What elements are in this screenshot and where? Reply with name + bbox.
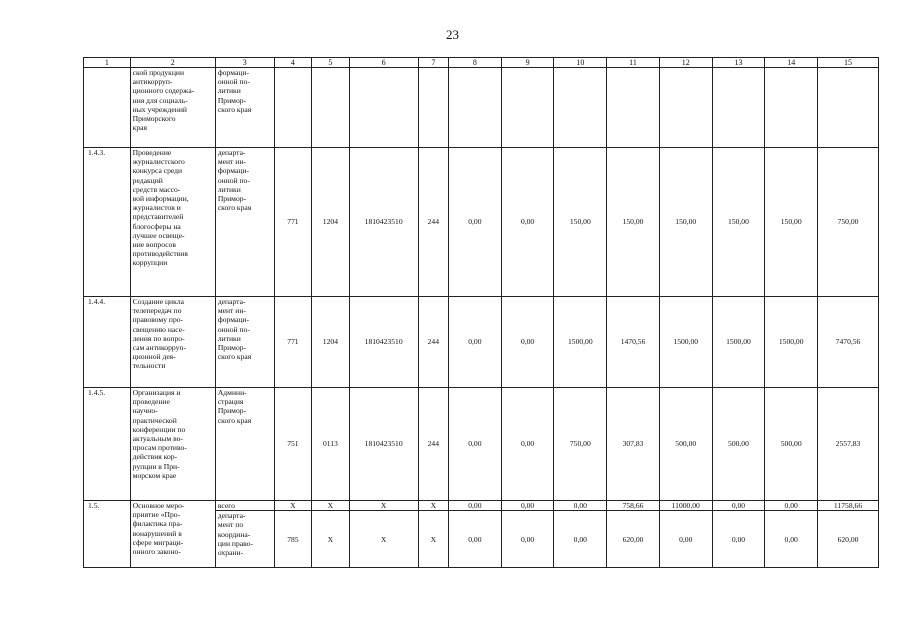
value-cell [501,68,554,148]
value-cell: 758,66 [607,501,660,511]
csr-code [349,68,418,148]
column-number: 7 [418,58,448,68]
value-cell: 0,00 [449,388,502,501]
row-id: 1.4.4. [84,297,131,388]
value-cell: 1500,00 [712,297,765,388]
column-number: 3 [215,58,274,68]
value-cell: 0,00 [501,148,554,297]
table-row [84,297,879,388]
value-cell: 0,00 [765,511,818,568]
grbs-code: 751 [274,388,312,501]
value-cell: 1500,00 [554,297,607,388]
column-number: 2 [130,58,215,68]
value-cell: 0,00 [712,511,765,568]
total-cell: 620,00 [818,511,879,568]
csr-code: 1810423510 [349,388,418,501]
column-number: 12 [659,58,712,68]
event-name: ской продукции антикорруп- ционного содержа- ния для социаль- ных учреждений Приморского края [132,68,195,133]
value-cell: 11000,00 [659,501,712,511]
vr-code: 244 [418,297,448,388]
value-cell: 150,00 [607,148,660,297]
value-cell: 0,00 [712,501,765,511]
csr-code: X [349,511,418,568]
column-number: 9 [501,58,554,68]
rz-code: X [312,511,350,568]
column-number: 1 [84,58,131,68]
executor: департа- мент ин- формаци- онной по- литики Примор- ского края [217,148,252,213]
grbs-code: 771 [274,148,312,297]
csr-code: 1810423510 [349,148,418,297]
value-cell: 0,00 [501,511,554,568]
value-cell: 0,00 [765,501,818,511]
column-number: 10 [554,58,607,68]
column-number: 15 [818,58,879,68]
value-cell: 500,00 [712,388,765,501]
value-cell: 500,00 [765,388,818,501]
executor: Админи- страция Примор- ского края [217,388,252,425]
value-cell: 0,00 [449,148,502,297]
csr-code: 1810423510 [349,297,418,388]
event-name: Организация и проведение научно- практической конференции по актуальным во- просам противо- действия кор- рупции в При- морском крае [132,388,187,480]
value-cell [449,68,502,148]
column-number: 13 [712,58,765,68]
value-cell: 0,00 [659,511,712,568]
grbs-code: 785 [274,511,312,568]
value-cell: 750,00 [554,388,607,501]
value-cell [607,68,660,148]
column-number: 6 [349,58,418,68]
rz-code [312,68,350,148]
vr-code: X [418,511,448,568]
page-number: 23 [446,27,459,42]
column-number: 11 [607,58,660,68]
executor-total: всего [215,501,274,511]
grbs-code: X [274,501,312,511]
event-name: Создание цикла телепередач по правовому про- свещению насе- ления по вопро- сам антикорруп- ционной дея- тельности [132,297,186,371]
value-cell: 620,00 [607,511,660,568]
event-name: Проведение журналистского конкурса среди редакций средств массо- вой информации, журналистов и представителей блогосферы на лучшее освеще- ние вопросов противодействия коррупции [132,148,189,268]
table-row-1-5-total [84,501,879,511]
total-cell: 2557,83 [818,388,879,501]
vr-code: 244 [418,388,448,501]
value-cell: 150,00 [712,148,765,297]
column-number: 4 [274,58,312,68]
total-cell: 750,00 [818,148,879,297]
executor: департа- мент ин- формаци- онной по- литики Примор- ского края [217,297,252,362]
vr-code: X [418,501,448,511]
column-number: 14 [765,58,818,68]
value-cell: 1470,56 [607,297,660,388]
value-cell: 0,00 [449,511,502,568]
value-cell: 1500,00 [765,297,818,388]
value-cell: 0,00 [501,297,554,388]
total-cell [818,68,879,148]
executor: формаци- онной по- литики Примор- ского края [217,68,252,114]
csr-code: X [349,501,418,511]
value-cell: 0,00 [554,511,607,568]
value-cell [554,68,607,148]
row-id: 1.4.5. [84,388,131,501]
total-cell: 11758,66 [818,501,879,511]
event-name: Основное меро- приятие «Про- филактика пра- вонарушений в сфере миграци- онного законо- [132,501,185,557]
row-id: 1.4.3. [84,148,131,297]
value-cell: 0,00 [501,388,554,501]
value-cell: 0,00 [449,297,502,388]
rz-code: 1204 [312,148,350,297]
grbs-code [274,68,312,148]
value-cell: 150,00 [659,148,712,297]
row-id [84,68,131,148]
column-number: 5 [312,58,350,68]
table-row [84,148,879,297]
value-cell: 0,00 [449,501,502,511]
value-cell: 0,00 [554,501,607,511]
value-cell: 307,83 [607,388,660,501]
table-row [84,68,879,148]
value-cell [765,68,818,148]
value-cell: 150,00 [765,148,818,297]
rz-code: 0113 [312,388,350,501]
value-cell [712,68,765,148]
value-cell: 500,00 [659,388,712,501]
total-cell: 7470,56 [818,297,879,388]
vr-code [418,68,448,148]
value-cell: 0,00 [501,501,554,511]
rz-code: X [312,501,350,511]
value-cell: 150,00 [554,148,607,297]
row-id: 1.5. [84,501,131,568]
rz-code: 1204 [312,297,350,388]
value-cell: 1500,00 [659,297,712,388]
table-row [84,388,879,501]
vr-code: 244 [418,148,448,297]
column-number: 8 [449,58,502,68]
budget-table [83,57,879,568]
grbs-code: 771 [274,297,312,388]
executor: департа- мент по координа- ции право- охрани- [217,511,253,558]
column-number-row [84,58,879,68]
value-cell [659,68,712,148]
